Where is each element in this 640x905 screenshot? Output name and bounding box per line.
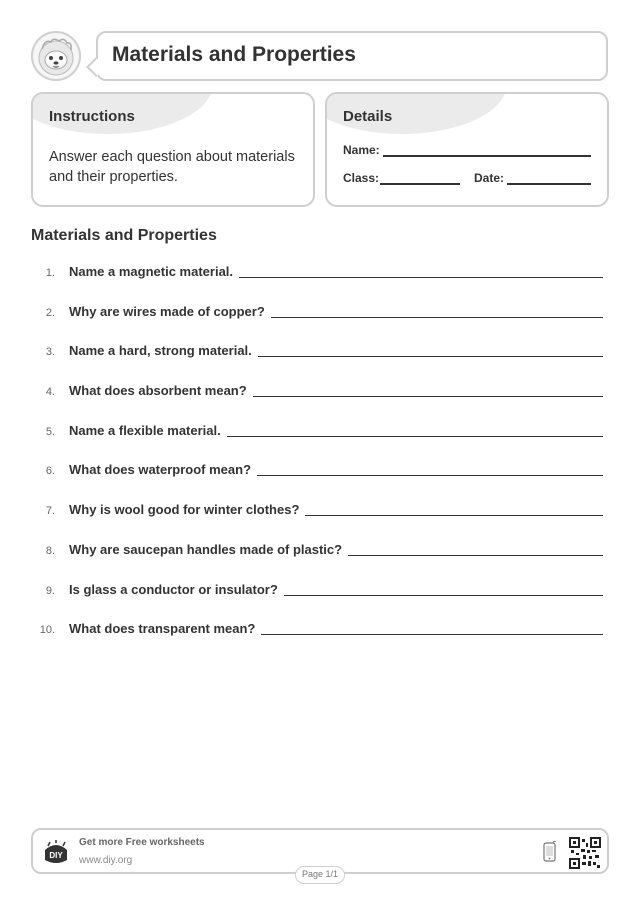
class-label: Class: <box>343 171 380 185</box>
question-row <box>31 582 603 604</box>
answer-line[interactable] <box>257 475 603 476</box>
question-number: 8. <box>45 545 55 557</box>
title-banner <box>96 31 608 81</box>
question-row <box>31 383 603 405</box>
name-label: Name: <box>343 143 380 157</box>
details-card <box>325 92 609 207</box>
instructions-heading: Instructions <box>49 108 135 125</box>
name-field[interactable] <box>383 155 591 157</box>
page-title: Materials and Properties <box>112 43 356 66</box>
details-heading: Details <box>343 108 393 125</box>
question-text: Name a flexible material. <box>69 423 221 438</box>
question-row <box>31 502 603 524</box>
question-row <box>31 264 603 286</box>
question-text: Name a magnetic material. <box>69 264 234 279</box>
question-number: 1. <box>45 267 55 279</box>
answer-line[interactable] <box>239 277 603 278</box>
section-title: Materials and Properties <box>31 227 217 244</box>
answer-line[interactable] <box>305 515 603 516</box>
question-text: Name a hard, strong material. <box>69 343 252 358</box>
answer-line[interactable] <box>261 634 603 635</box>
date-label: Date: <box>474 171 505 185</box>
question-number: 6. <box>45 465 55 477</box>
question-text: Is glass a conductor or insulator? <box>69 582 278 597</box>
footer-title: Get more Free worksheets <box>79 837 205 848</box>
answer-line[interactable] <box>258 356 603 357</box>
question-row <box>31 621 603 643</box>
question-number: 5. <box>45 426 55 438</box>
question-number: 3. <box>45 346 55 358</box>
question-text: Why are wires made of copper? <box>69 304 265 319</box>
question-text: What does waterproof mean? <box>69 462 252 477</box>
answer-line[interactable] <box>253 396 603 397</box>
date-field[interactable] <box>507 183 591 185</box>
page-indicator: Page 1/1 <box>295 866 345 884</box>
question-number: 7. <box>45 505 55 517</box>
answer-line[interactable] <box>284 595 603 596</box>
svg-text:DIY: DIY <box>49 851 63 860</box>
footer-url[interactable]: www.diy.org <box>79 855 133 866</box>
question-text: Why are saucepan handles made of plastic? <box>69 542 343 557</box>
phone-icon <box>543 841 557 863</box>
question-row <box>31 462 603 484</box>
question-number: 2. <box>45 307 55 319</box>
qr-code-icon[interactable] <box>569 837 601 869</box>
answer-line[interactable] <box>227 436 603 437</box>
sloth-mascot-icon <box>31 31 81 81</box>
question-text: What does absorbent mean? <box>69 383 247 398</box>
question-text: What does transparent mean? <box>69 621 256 636</box>
answer-line[interactable] <box>348 555 603 556</box>
answer-line[interactable] <box>271 317 603 318</box>
question-text: Why is wool good for winter clothes? <box>69 502 300 517</box>
question-row <box>31 304 603 326</box>
question-number: 10. <box>39 624 55 636</box>
question-number: 4. <box>45 386 55 398</box>
diy-logo-icon[interactable] <box>43 840 69 864</box>
instructions-card <box>31 92 315 207</box>
question-number: 9. <box>45 585 55 597</box>
question-row <box>31 542 603 564</box>
question-row <box>31 423 603 445</box>
instructions-text: Answer each question about materials and their properties. <box>49 149 295 185</box>
class-field[interactable] <box>380 183 460 185</box>
question-row <box>31 343 603 365</box>
